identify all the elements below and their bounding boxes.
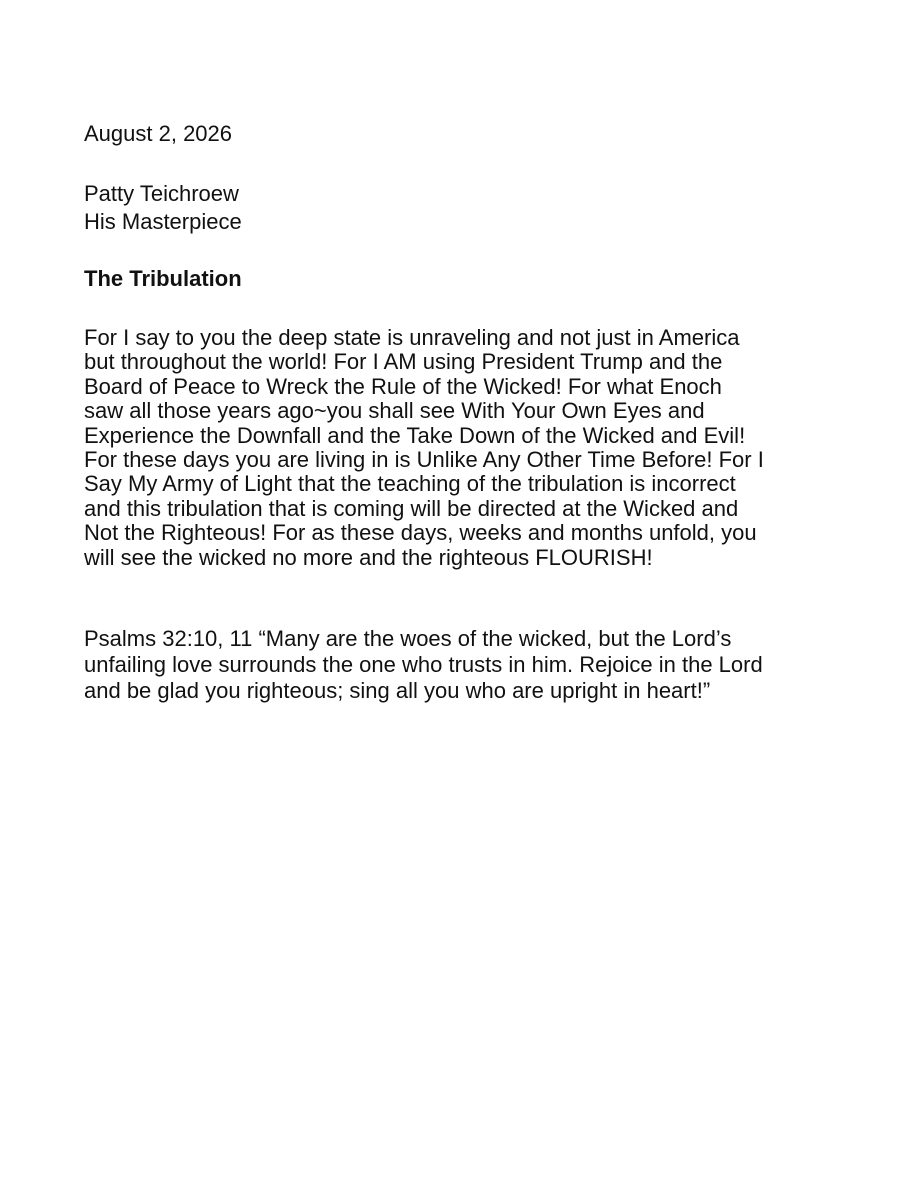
body-line: For these days you are living in is Unlike Any Other Time Before! For I: [84, 447, 764, 473]
body-line: and this tribulation that is coming will be directed at the Wicked and: [84, 495, 739, 521]
body-line: will see the wicked no more and the righteous FLOURISH!: [84, 544, 653, 570]
author-name: Patty Teichroew: [84, 181, 239, 206]
author-block: [84, 180, 242, 236]
author-ministry: His Masterpiece: [84, 209, 242, 234]
scripture-line: Psalms 32:10, 11 “Many are the woes of the wicked, but the Lord’s: [84, 626, 732, 651]
scripture-line: unfailing love surrounds the one who trusts in him. Rejoice in the Lord: [84, 652, 763, 677]
body-line: Not the Righteous! For as these days, weeks and months unfold, you: [84, 520, 757, 546]
letter-body: [84, 326, 864, 570]
scripture-quote: [84, 626, 864, 704]
body-line: Board of Peace to Wreck the Rule of the Wicked! For what Enoch: [84, 373, 722, 399]
scripture-line: and be glad you righteous; sing all you who are upright in heart!”: [84, 678, 711, 703]
body-line: saw all those years ago~you shall see With Your Own Eyes and: [84, 398, 705, 424]
body-line: For I say to you the deep state is unraveling and not just in America: [84, 325, 740, 350]
letter-title: The Tribulation: [84, 266, 242, 291]
body-line: but throughout the world! For I AM using President Trump and the: [84, 349, 723, 375]
body-line: Say My Army of Light that the teaching of the tribulation is incorrect: [84, 471, 736, 497]
body-line: Experience the Downfall and the Take Down of the Wicked and Evil!: [84, 422, 746, 448]
letter-date: August 2, 2026: [84, 121, 233, 146]
